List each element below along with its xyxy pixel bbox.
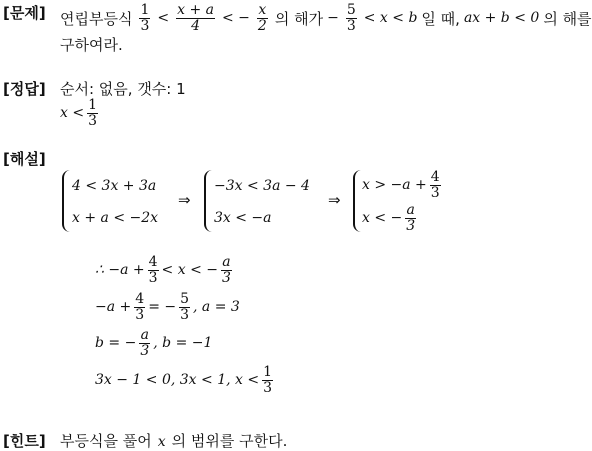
system3-line-a — [362, 167, 444, 203]
problem-text-3: 일 때, — [421, 9, 460, 28]
minus-sign: − — [327, 10, 339, 26]
fraction-denominator: 3 — [148, 269, 158, 286]
line1-mid: < x < − — [161, 262, 218, 278]
hint-text — [60, 430, 287, 451]
fraction-denominator: 3 — [430, 184, 440, 201]
fraction-numerator: 1 — [140, 1, 150, 18]
fraction-numerator: 4 — [430, 168, 440, 185]
fraction-denominator: 3 — [406, 217, 416, 234]
line4-pre: 3x − 1 < 0, 3x < 1, x < — [95, 372, 260, 388]
system2-line-a: −3x < 3a − 4 — [214, 178, 310, 194]
fraction-numerator: 1 — [88, 96, 97, 113]
fraction — [262, 365, 273, 396]
fraction-numerator: a — [140, 326, 149, 343]
problem-text-1: 연립부등식 — [60, 9, 133, 28]
less-than: < — [157, 10, 170, 26]
hint-variable: x — [157, 434, 166, 450]
fraction — [87, 98, 98, 129]
system1-line-b: x + a < −2x — [72, 210, 159, 226]
fraction-numerator: 5 — [346, 1, 356, 18]
system1-line-a: 4 < 3x + 3a — [72, 178, 157, 194]
line1-pre: ∴ −a + — [95, 262, 145, 278]
fraction — [179, 292, 190, 323]
problem-expression: ax + b < 0 — [463, 10, 540, 26]
line3-post: , b = −1 — [153, 335, 213, 351]
problem-condition: < x < b — [363, 10, 418, 26]
line3-pre: b = − — [95, 335, 137, 351]
fraction — [346, 3, 357, 34]
fraction-denominator: 3 — [180, 306, 190, 323]
fraction-numerator: 1 — [263, 363, 273, 380]
line2-post: , a = 3 — [193, 299, 240, 315]
fraction-numerator: 4 — [135, 290, 145, 307]
fraction — [430, 170, 441, 201]
fraction-denominator: 4 — [191, 17, 200, 34]
fraction-denominator: 3 — [88, 112, 97, 129]
brace-left — [62, 170, 72, 232]
fraction-denominator: 3 — [221, 269, 231, 286]
implies-arrow: ⇒ — [328, 191, 341, 209]
fraction-denominator: 3 — [140, 17, 150, 34]
fraction-denominator: 2 — [257, 17, 267, 34]
implies-arrow: ⇒ — [178, 191, 191, 209]
line2-mid: = − — [148, 299, 177, 315]
problem-text-4: 의 해를 — [543, 9, 592, 28]
system3-a-text: x > −a + — [362, 177, 427, 193]
answer-inequality — [60, 95, 101, 131]
fraction — [134, 292, 145, 323]
fraction-denominator: 3 — [263, 379, 273, 396]
problem-line-2: 구하여라. — [60, 36, 123, 54]
solution-line-1 — [95, 252, 235, 288]
brace-left — [204, 170, 214, 232]
problem-label: [문제] — [3, 4, 46, 22]
hint-text-2: 의 범위를 구한다. — [171, 432, 288, 450]
line2-pre: −a + — [95, 299, 132, 315]
solution-line-4 — [95, 362, 276, 398]
hint-label: [힌트] — [3, 432, 46, 450]
fraction — [176, 3, 215, 34]
fraction — [405, 203, 416, 234]
fraction-numerator: a — [222, 253, 231, 270]
solution-line-2 — [95, 289, 240, 325]
fraction-numerator: x — [258, 1, 267, 18]
fraction-numerator: 4 — [148, 253, 158, 270]
fraction — [148, 255, 159, 286]
solution-label: [해설] — [3, 150, 46, 168]
fraction — [257, 3, 268, 34]
system2-line-b: 3x < −a — [214, 210, 272, 226]
answer-order-count: 순서: 없음, 갯수: 1 — [60, 80, 186, 98]
fraction-denominator: 3 — [346, 17, 356, 34]
fraction — [139, 3, 150, 34]
answer-ineq-text: x < — [60, 105, 85, 121]
fraction-denominator: 3 — [140, 342, 150, 359]
fraction — [221, 255, 232, 286]
less-than-minus: < − — [221, 10, 250, 26]
hint-text-1: 부등식을 풀어 — [60, 432, 152, 450]
fraction-denominator: 3 — [135, 306, 145, 323]
fraction-numerator: a — [406, 201, 415, 218]
system3-b-text: x < − — [362, 210, 403, 226]
problem-line-1 — [60, 0, 592, 36]
fraction — [139, 328, 150, 359]
answer-label: [정답] — [3, 80, 46, 98]
fraction-numerator: 5 — [180, 290, 190, 307]
problem-text-2: 의 해가 — [274, 9, 324, 28]
fraction-numerator: x + a — [177, 1, 214, 18]
solution-line-3 — [95, 325, 212, 361]
system3-line-b — [362, 200, 419, 236]
